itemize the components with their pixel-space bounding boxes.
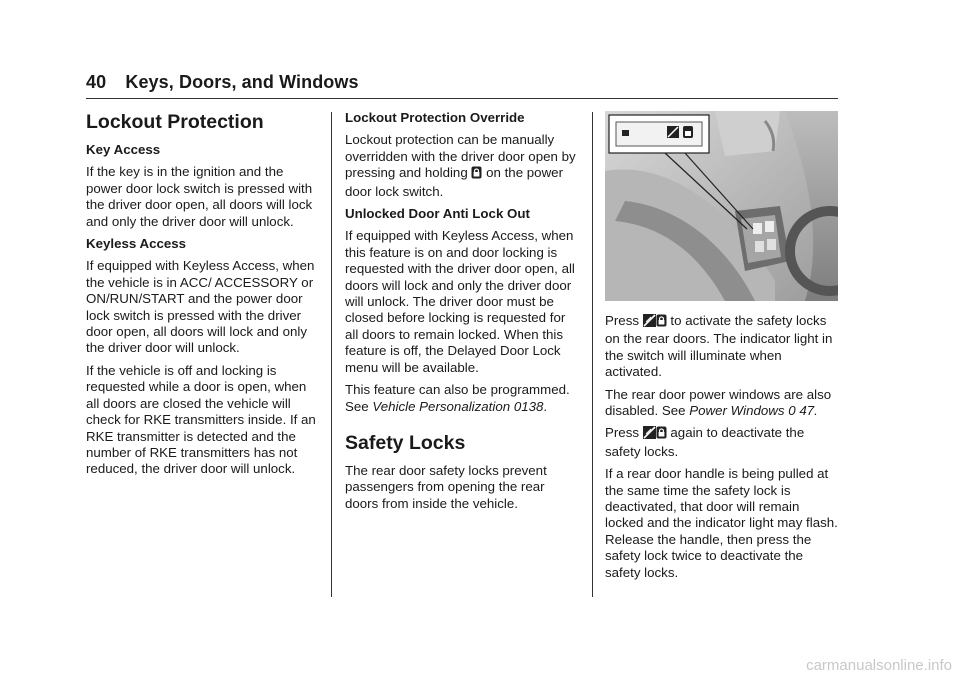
safety-locks-text: The rear door safety locks prevent passengers from opening the rear doors from inside the vehicle. xyxy=(345,462,547,511)
lock-icon xyxy=(471,166,482,183)
page-header xyxy=(86,72,359,93)
anti-lock-text: If equipped with Keyless Access, when this feature is on and door locking is requested with the driver door open, all doors will lock and only the driver door will unlock. The driver door must be closed before locking is requested for all doors to remain locked. When this feature is off, the Delayed Door Lock menu will be available. xyxy=(345,228,575,375)
column-divider-1 xyxy=(331,112,332,597)
window-lockout-icon xyxy=(643,426,656,443)
press-deactivate-text xyxy=(605,425,841,460)
window-lockout-icon xyxy=(643,314,656,331)
header-rule xyxy=(86,98,838,99)
xref-symbol: 0 xyxy=(513,398,522,414)
page-number: 40 xyxy=(86,72,107,92)
press-1a: Press xyxy=(605,313,639,328)
safety-locks-heading: Safety Locks xyxy=(345,431,466,454)
windows-text: The rear door power windows are also disabled. See xyxy=(605,386,832,419)
power-windows-link[interactable]: Power Windows xyxy=(689,403,785,419)
override-text-b: on the power door lock switch. xyxy=(345,165,564,199)
key-access-text: If the key is in the ignition and the power door lock switch is pressed with the driver door open, all doors will lock and only the driver door will unlock. xyxy=(86,164,313,229)
programmed-text: This feature can also be programmed. See Vehicle Personalization 0138. xyxy=(345,382,570,414)
lockout-protection-heading: Lockout Protection xyxy=(86,111,264,133)
xref-symbol: 0 xyxy=(788,403,796,419)
override-text-a: Lockout protection can be manually overridden with the driver door open by pressing and holding xyxy=(345,132,576,181)
column-2 xyxy=(345,110,581,518)
key-access-title: Key Access xyxy=(86,142,161,157)
windows-disabled-text: The rear door power windows are also disabled. See Power Windows 0 47. xyxy=(605,386,832,419)
press-2b: again to deactivate the safety locks. xyxy=(605,425,805,459)
door-handle-text: If a rear door handle is being pulled at the same time the safety lock is deactivated, that door will remain locked and the indicator light may flash. Release the handle, then press the safety lock twice to deactivate the safety locks. xyxy=(605,466,838,580)
chapter-title: Keys, Doors, and Windows xyxy=(125,72,359,92)
watermark: carmanualsonline.info xyxy=(806,657,952,674)
programmed-text-a: This feature can also be programmed. See xyxy=(345,382,570,414)
vehicle-off-text: If the vehicle is off and locking is requested while a door is open, when all doors are closed the vehicle will check for RKE transmitters inside. If an RKE transmitter is detected and the number of RKE transmitters has not reduced, the driver door will unlock. xyxy=(86,362,316,477)
column-divider-2 xyxy=(592,112,593,597)
keyless-access-title: Keyless Access xyxy=(86,236,187,252)
lock-icon xyxy=(656,314,667,331)
door-switch-illustration xyxy=(605,111,838,301)
column-3 xyxy=(605,313,841,587)
vehicle-personalization-link[interactable]: Vehicle Personalization xyxy=(372,398,511,414)
press-1b: to activate the safety locks on the rear doors. The indicator light in the switch will illuminate when activated. xyxy=(605,313,833,380)
press-activate-text xyxy=(605,313,841,381)
column-1 xyxy=(86,110,322,484)
xref-page-138[interactable]: 138 xyxy=(521,398,544,414)
keyless-access-text: If equipped with Keyless Access, when the vehicle is in ACC/ ACCESSORY or ON/RUN/START and the power door lock switch is pressed with the driver door open, all doors will lock and only the driver door will unlock. xyxy=(86,258,315,356)
override-text xyxy=(345,132,581,200)
anti-lock-title: Unlocked Door Anti Lock Out xyxy=(345,206,530,222)
lock-icon xyxy=(656,426,667,443)
xref-page-47[interactable]: 47 xyxy=(799,403,815,419)
press-2a: Press xyxy=(605,425,639,441)
override-title: Lockout Protection Override xyxy=(345,110,525,125)
